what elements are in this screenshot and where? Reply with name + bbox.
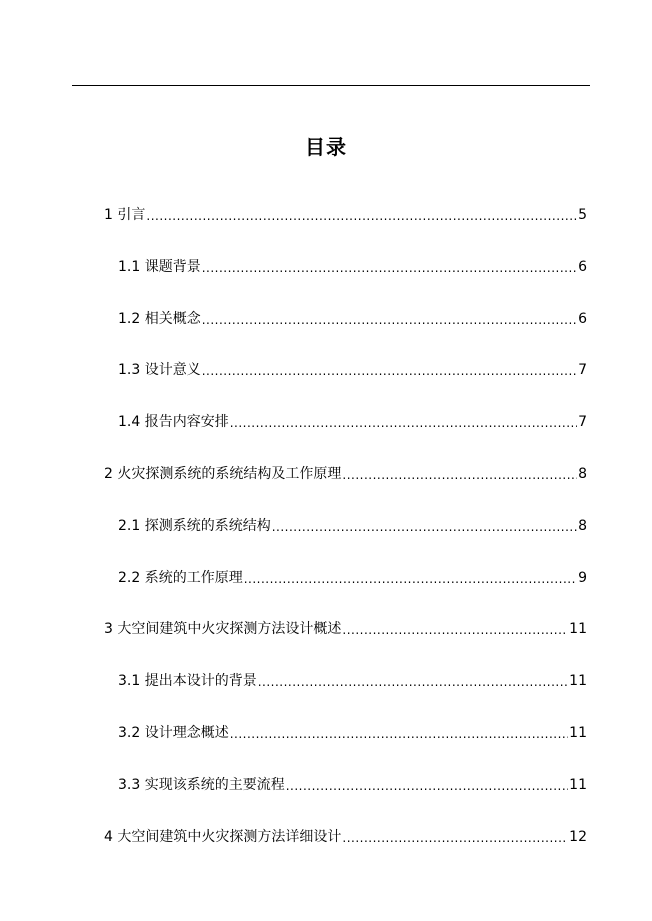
toc-entry-number: 1.2 [118,311,141,327]
toc-entry-number: 3 [104,621,113,637]
toc-entry-number: 3.2 [118,725,141,741]
toc-dot-leader [342,465,577,483]
toc-entry-title: 提出本设计的背景 [144,673,257,689]
toc-entry-title: 引言 [117,207,146,223]
toc-entry-number: 2 [104,466,113,482]
toc-entry[interactable] [118,258,587,276]
toc-entry-page-number: 7 [578,414,587,430]
toc-entry-title: 实现该系统的主要流程 [144,777,285,793]
toc-entry-page-number: 11 [569,777,587,793]
toc-entry[interactable] [118,310,587,328]
toc-entry-number: 1 [104,207,113,223]
toc-entry-title: 大空间建筑中火灾探测方法详细设计 [117,829,342,845]
toc-dot-leader [202,361,577,379]
toc-dot-leader [342,828,568,846]
toc-entry-title: 课题背景 [144,259,201,275]
toc-entry-number: 4 [104,829,113,845]
toc-entry-number: 3.3 [118,777,141,793]
toc-entry[interactable] [118,776,587,794]
toc-entry-page-number: 8 [578,466,587,482]
toc-entry-page-number: 12 [569,829,587,845]
toc-entry-page-number: 11 [569,621,587,637]
toc-entry-title: 系统的工作原理 [144,570,243,586]
toc-dot-leader [244,569,577,587]
toc-entry-number: 1.1 [118,259,141,275]
toc-dot-leader [146,206,577,224]
toc-dot-leader [272,517,577,535]
toc-dot-leader [230,413,577,431]
toc-entry-page-number: 8 [578,518,587,534]
toc-entry[interactable] [118,361,587,379]
toc-entry[interactable] [118,724,587,742]
toc-dot-leader [202,310,577,328]
header-rule [72,85,590,86]
toc-entry[interactable] [104,828,587,846]
toc-dot-leader [202,258,577,276]
toc-entry[interactable] [104,206,587,224]
toc-entry-title: 设计意义 [144,362,201,378]
toc-entry-title: 火灾探测系统的系统结构及工作原理 [117,466,342,482]
page-title: 目录 [305,135,347,159]
toc-entry[interactable] [118,569,587,587]
toc-entry-title: 报告内容安排 [144,414,229,430]
toc-entry[interactable] [118,413,587,431]
toc-dot-leader [342,620,568,638]
toc-entry-page-number: 9 [578,570,587,586]
toc-entry[interactable] [104,465,587,483]
toc-entry-number: 2.1 [118,518,141,534]
toc-entry-number: 1.3 [118,362,141,378]
toc-entry-page-number: 7 [578,362,587,378]
toc-dot-leader [230,724,568,742]
toc-entry-page-number: 11 [569,725,587,741]
toc-entry-number: 3.1 [118,673,141,689]
toc-entry-page-number: 11 [569,673,587,689]
toc-entry-page-number: 6 [578,259,587,275]
toc-entry[interactable] [118,517,587,535]
toc-entry[interactable] [104,620,587,638]
toc-dot-leader [286,776,568,794]
toc-entry-page-number: 5 [578,207,587,223]
toc-entry-page-number: 6 [578,311,587,327]
toc-entry-title: 大空间建筑中火灾探测方法设计概述 [117,621,342,637]
toc-entry-title: 相关概念 [144,311,201,327]
toc-entry-title: 设计理念概述 [144,725,229,741]
toc-dot-leader [258,672,568,690]
toc-entry-number: 2.2 [118,570,141,586]
toc-entry-title: 探测系统的系统结构 [144,518,271,534]
toc-entry[interactable] [118,672,587,690]
toc-entry-number: 1.4 [118,414,141,430]
